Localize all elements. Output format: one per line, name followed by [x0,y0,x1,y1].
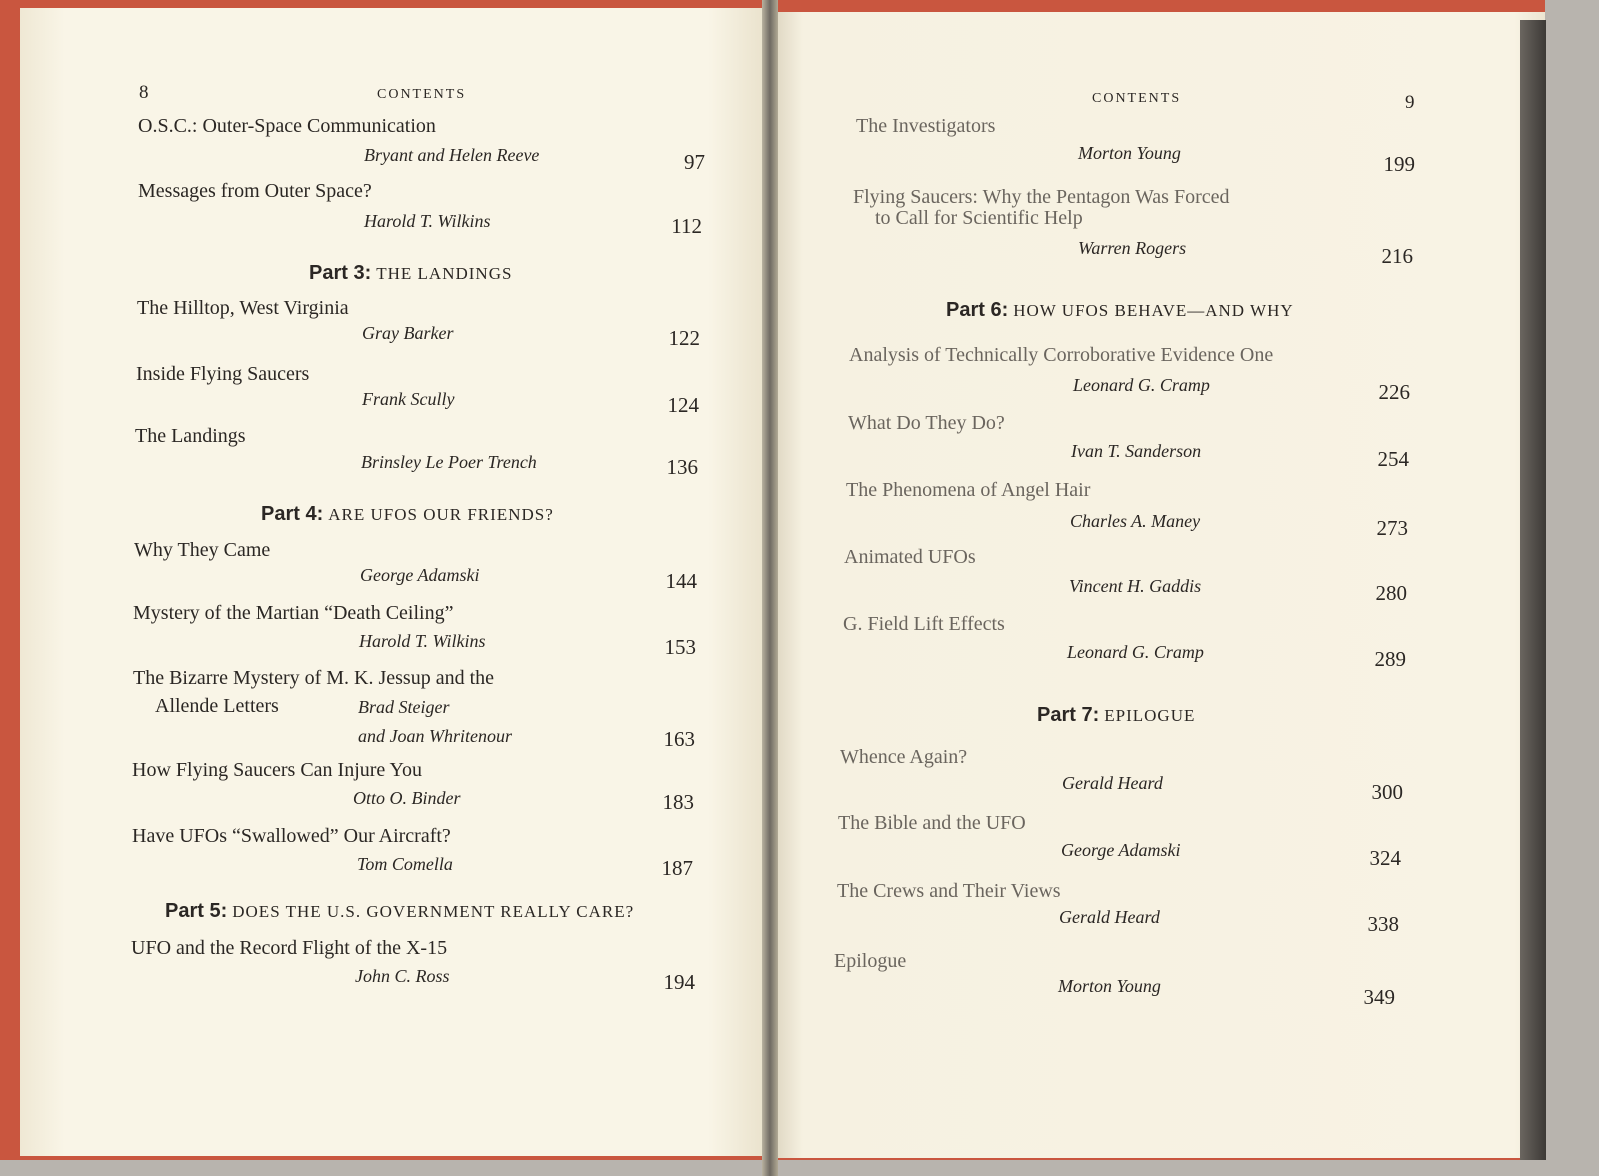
toc-entry-page: 199 [1383,152,1415,176]
toc-entry-page: 300 [1371,780,1403,804]
left-running-head: CONTENTS [377,87,467,102]
toc-entry-page: 338 [1367,912,1399,936]
toc-entry-title: The Investigators [856,115,996,137]
toc-entry-title: The Crews and Their Views [837,880,1061,902]
toc-entry-author: Brinsley Le Poer Trench [361,452,537,472]
toc-entry-title: Mystery of the Martian “Death Ceiling” [133,602,454,624]
part-heading [946,299,1294,322]
toc-entry-page: 122 [668,326,700,350]
toc-entry-title: Animated UFOs [844,546,976,568]
toc-entry-page: 324 [1369,846,1401,870]
part-label: Part 5: [165,900,228,922]
toc-entry-page: 136 [666,455,698,479]
toc-entry-title: The Bible and the UFO [838,812,1026,834]
toc-entry-page: 194 [663,970,695,994]
toc-entry-author: George Adamski [1061,840,1181,860]
toc-entry-title: The Hilltop, West Virginia [137,297,349,319]
toc-entry-page: 187 [661,856,693,880]
page-edge-shadow [1520,20,1546,1160]
toc-entry-author: Gray Barker [362,323,454,343]
toc-entry-author: John C. Ross [355,966,450,986]
part-title: THE LANDINGS [376,264,513,283]
toc-entry-title: How Flying Saucers Can Injure You [132,759,422,781]
toc-entry-author: Warren Rogers [1078,238,1187,258]
part-label: Part 3: [309,262,372,284]
toc-entry-author: Brad Steiger [358,697,450,717]
toc-entry-page: 163 [663,727,695,751]
toc-entry-author: Morton Young [1078,143,1181,163]
part-heading [309,262,512,285]
toc-entry-title: Analysis of Technically Corroborative Evidence One [849,344,1274,366]
part-title: ARE UFOS OUR FRIENDS? [328,505,554,524]
toc-entry-page: 289 [1374,647,1406,671]
part-heading [1037,704,1195,727]
toc-entry-page: 112 [671,214,702,238]
toc-entry-author: Leonard G. Cramp [1073,375,1210,395]
part-heading [165,900,634,923]
toc-entry-author: Morton Young [1058,976,1161,996]
toc-entry-title: Whence Again? [840,746,968,768]
toc-entry-page: 226 [1378,380,1410,404]
toc-entry-title: Messages from Outer Space? [138,180,372,202]
toc-entry-page: 254 [1377,447,1409,471]
toc-entry-author: Harold T. Wilkins [359,631,486,651]
toc-entry-author: George Adamski [360,565,480,585]
part-label: Part 7: [1037,704,1100,726]
toc-entry-author: Ivan T. Sanderson [1071,441,1202,461]
toc-entry-title: Epilogue [834,950,907,972]
toc-entry-author: Harold T. Wilkins [364,211,491,231]
right-folio: 9 [1405,92,1415,113]
toc-entry-author: Gerald Heard [1059,907,1160,927]
toc-entry-title-continued: Allende Letters [155,695,279,717]
toc-entry-title: O.S.C.: Outer-Space Communication [138,115,436,137]
part-title: DOES THE U.S. GOVERNMENT REALLY CARE? [232,902,635,921]
toc-entry-author: Leonard G. Cramp [1067,642,1204,662]
toc-entry-title: G. Field Lift Effects [843,613,1005,635]
part-label: Part 4: [261,503,324,525]
toc-entry-page: 97 [684,150,705,174]
toc-entry-title: The Bizarre Mystery of M. K. Jessup and the [133,667,495,689]
toc-entry-author-continued: and Joan Whritenour [358,726,512,746]
toc-entry-author: Charles A. Maney [1070,511,1201,531]
toc-entry-page: 273 [1376,516,1408,540]
left-folio: 8 [139,82,149,103]
toc-entry-title: What Do They Do? [848,412,1005,434]
toc-entry-title: The Phenomena of Angel Hair [846,479,1091,501]
toc-entry-page: 153 [664,635,696,659]
toc-entry-title: The Landings [135,425,246,447]
toc-entry-author: Otto O. Binder [353,788,461,808]
toc-entry-title-continued: to Call for Scientific Help [875,207,1083,229]
toc-entry-title: Inside Flying Saucers [136,363,310,385]
toc-entry-page: 349 [1363,985,1395,1009]
part-title: HOW UFOS BEHAVE—AND WHY [1013,301,1294,320]
toc-entry-author: Tom Comella [357,854,453,874]
toc-entry-author: Bryant and Helen Reeve [364,145,540,165]
toc-entry-page: 216 [1381,244,1413,268]
right-running-head: CONTENTS [1092,91,1182,106]
toc-entry-page: 280 [1375,581,1407,605]
toc-entry-title: Why They Came [134,539,271,561]
toc-entry-page: 124 [667,393,699,417]
toc-entry-page: 183 [662,790,694,814]
part-heading [261,503,554,526]
toc-entry-title: UFO and the Record Flight of the X-15 [131,937,448,959]
part-label: Part 6: [946,299,1009,321]
toc-entry-title: Have UFOs “Swallowed” Our Aircraft? [132,825,451,847]
toc-entry-author: Frank Scully [362,389,455,409]
book-gutter [762,0,778,1176]
toc-entry-author: Vincent H. Gaddis [1069,576,1202,596]
toc-entry-page: 144 [665,569,697,593]
part-title: EPILOGUE [1104,706,1196,725]
toc-entry-author: Gerald Heard [1062,773,1163,793]
toc-entry-title: Flying Saucers: Why the Pentagon Was Forced [853,186,1230,208]
